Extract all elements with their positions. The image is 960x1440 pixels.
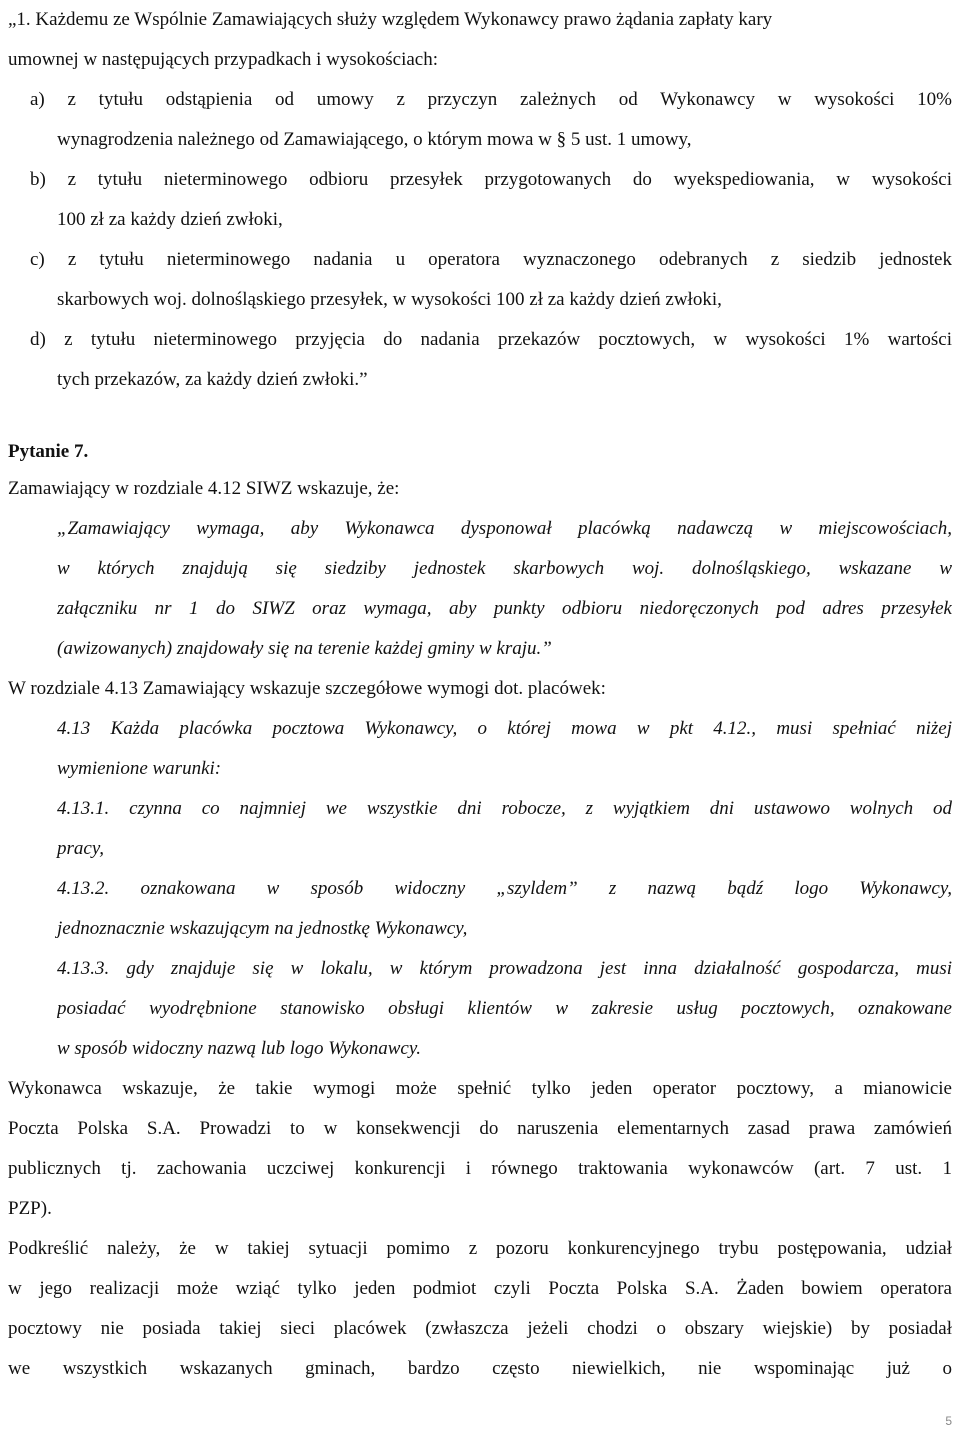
requirement-line: w sposób widoczny nazwą lub logo Wykonawcy. [57, 1038, 421, 1059]
requirement-line: 4.13.2. oznakowana w sposób widoczny „szyldem” z nazwą bądź logo Wykonawcy, [57, 878, 952, 899]
clause-c-line: c) z tytułu nieterminowego nadania u operatora wyznaczonego odebranych z siedzib jednostek [30, 249, 952, 270]
requirement-line: 4.13.3. gdy znajduje się w lokalu, w którym prowadzona jest inna działalność gospodarcza, musi [57, 958, 952, 979]
clause-b-line: 100 zł za każdy dzień zwłoki, [57, 209, 283, 230]
clause-d-line: d) z tytułu nieterminowego przyjęcia do nadania przekazów pocztowych, w wysokości 1% wartości [30, 329, 952, 350]
paragraph-line: pocztowy nie posiada takiej sieci placówek (zwłaszcza jeżeli chodzi o obszary wiejskie) by posiadał [8, 1318, 952, 1339]
clause-a-line: a) z tytułu odstąpienia od umowy z przyczyn zależnych od Wykonawcy w wysokości 10% [30, 89, 952, 110]
requirement-line: posiadać wyodrębnione stanowisko obsługi klientów w zakresie usług pocztowych, oznakowane [57, 998, 952, 1019]
clause-d-line: tych przekazów, za każdy dzień zwłoki.” [57, 369, 368, 390]
clause-c-line: skarbowych woj. dolnośląskiego przesyłek, w wysokości 100 zł za każdy dzień zwłoki, [57, 289, 722, 310]
quote-line: „Zamawiający wymaga, aby Wykonawca dysponował placówką nadawczą w miejscowościach, [57, 518, 952, 539]
paragraph-line: Podkreślić należy, że w takiej sytuacji pomimo z pozoru konkurencyjnego trybu postępowania, udział [8, 1238, 952, 1259]
clause-intro-line: „1. Każdemu ze Wspólnie Zamawiających służy względem Wykonawcy prawo żądania zapłaty kary [8, 9, 773, 30]
paragraph-line: w jego realizacji może wziąć tylko jeden podmiot czyli Poczta Polska S.A. Żaden bowiem operatora [8, 1278, 952, 1299]
paragraph-line: PZP). [8, 1198, 52, 1219]
requirement-line: 4.13 Każda placówka pocztowa Wykonawcy, o której mowa w pkt 4.12., musi spełniać niżej [57, 718, 952, 739]
paragraph-line: Poczta Polska S.A. Prowadzi to w konsekwencji do naruszenia elementarnych zasad prawa zamówień [8, 1118, 952, 1139]
paragraph-line: W rozdziale 4.13 Zamawiający wskazuje szczegółowe wymogi dot. placówek: [8, 678, 606, 699]
paragraph-line: we wszystkich wskazanych gminach, bardzo często niewielkich, nie wspominając już o [8, 1358, 952, 1379]
requirement-line: pracy, [57, 838, 104, 859]
requirement-line: jednoznacznie wskazującym na jednostkę Wykonawcy, [57, 918, 468, 939]
paragraph-line: Zamawiający w rozdziale 4.12 SIWZ wskazuje, że: [8, 478, 400, 499]
paragraph-line: Wykonawca wskazuje, że takie wymogi może spełnić tylko jeden operator pocztowy, a mianowicie [8, 1078, 952, 1099]
requirement-line: wymienione warunki: [57, 758, 222, 779]
clause-b-line: b) z tytułu nieterminowego odbioru przesyłek przygotowanych do wyekspediowania, w wysokości [30, 169, 952, 190]
page-number: 5 [945, 1414, 952, 1428]
clause-intro-line: umownej w następujących przypadkach i wysokościach: [8, 49, 439, 70]
clause-a-line: wynagrodzenia należnego od Zamawiającego, o którym mowa w § 5 ust. 1 umowy, [57, 129, 692, 150]
quote-line: w których znajdują się siedziby jednostek skarbowych woj. dolnośląskiego, wskazane w [57, 558, 952, 579]
quote-line: (awizowanych) znajdowały się na terenie każdej gminy w kraju.” [57, 638, 552, 659]
paragraph-line: publicznych tj. zachowania uczciwej konkurencji i równego traktowania wykonawców (art. 7 ust. 1 [8, 1158, 952, 1179]
question-heading: Pytanie 7. [8, 441, 89, 462]
requirement-line: 4.13.1. czynna co najmniej we wszystkie dni robocze, z wyjątkiem dni ustawowo wolnych od [57, 798, 952, 819]
quote-line: załączniku nr 1 do SIWZ oraz wymaga, aby punkty odbioru niedoręczonych pod adres przesyłek [57, 598, 952, 619]
